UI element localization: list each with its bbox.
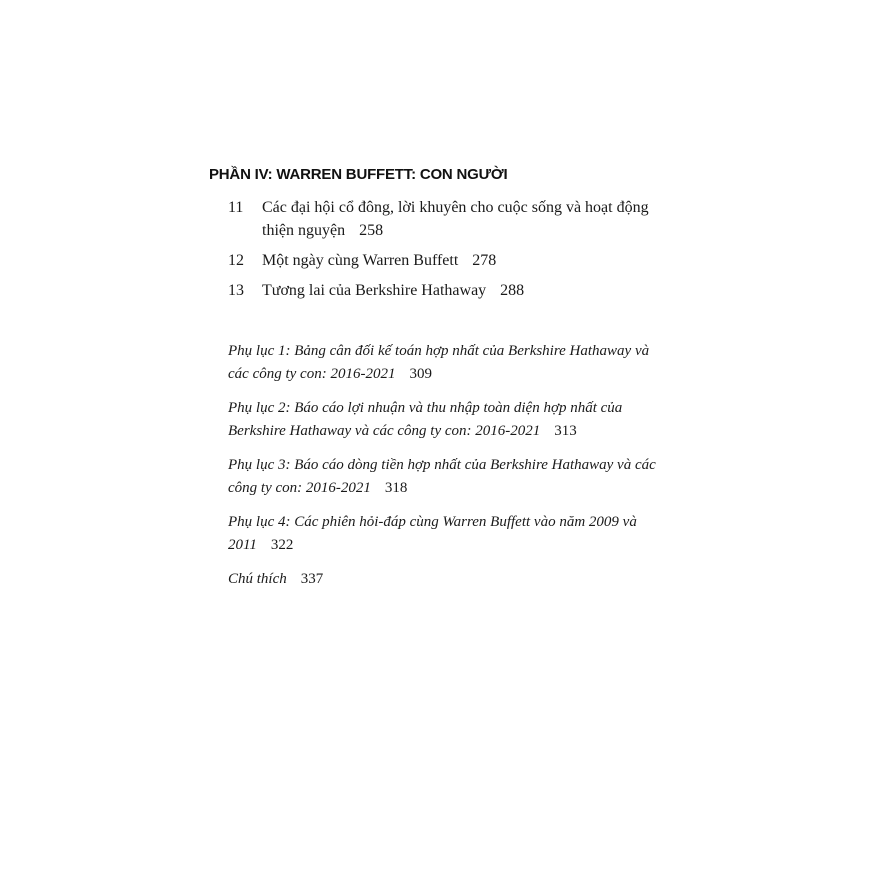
chapter-number: 11 xyxy=(228,199,244,216)
appendix-page-number: 322 xyxy=(270,537,294,553)
appendix-entry xyxy=(228,511,668,557)
chapter-page-number: 278 xyxy=(472,252,497,269)
appendix-title: Phụ lục 2: Báo cáo lợi nhuận và thu nhập toàn diện hợp nhất của Berkshire Hathaway và các công ty con: 2016-2021 xyxy=(228,400,623,439)
appendix-page-number: 309 xyxy=(409,366,432,382)
chapter-number: 13 xyxy=(228,282,244,299)
appendix-title: Phụ lục 1: Bảng cân đối kế toán hợp nhất của Berkshire Hathaway và các công ty con: 2016-2021 xyxy=(228,343,650,382)
chapter-entry xyxy=(228,279,678,302)
appendix-title: Phụ lục 3: Báo cáo dòng tiền hợp nhất của Berkshire Hathaway và các công ty con: 2016-2021 xyxy=(228,457,656,496)
appendix-title: Chú thích xyxy=(228,571,287,587)
chapter-number: 12 xyxy=(228,252,244,269)
appendix-list xyxy=(228,340,668,602)
chapter-text xyxy=(262,196,678,242)
chapter-text xyxy=(262,279,678,302)
appendix-entry xyxy=(228,454,668,500)
chapter-list xyxy=(228,196,678,309)
chapter-title: Một ngày cùng Warren Buffett xyxy=(262,252,459,269)
appendix-entry xyxy=(228,340,668,386)
part-title: PHẦN IV: WARREN BUFFETT: CON NGƯỜI xyxy=(209,166,508,183)
appendix-title: Phụ lục 4: Các phiên hỏi-đáp cùng Warren Buffett vào năm 2009 và 2011 xyxy=(228,514,637,553)
appendix-entry xyxy=(228,568,668,591)
chapter-title: Các đại hội cổ đông, lời khuyên cho cuộc sống và hoạt động thiện nguyện xyxy=(262,199,649,239)
chapter-entry xyxy=(228,249,678,272)
chapter-title: Tương lai của Berkshire Hathaway xyxy=(262,282,487,299)
appendix-page-number: 337 xyxy=(300,571,324,587)
appendix-entry xyxy=(228,397,668,443)
chapter-page-number: 258 xyxy=(359,222,384,239)
appendix-page-number: 313 xyxy=(554,423,577,439)
appendix-page-number: 318 xyxy=(384,480,408,496)
chapter-page-number: 288 xyxy=(500,282,525,299)
chapter-entry xyxy=(228,196,678,242)
chapter-text xyxy=(262,249,678,272)
